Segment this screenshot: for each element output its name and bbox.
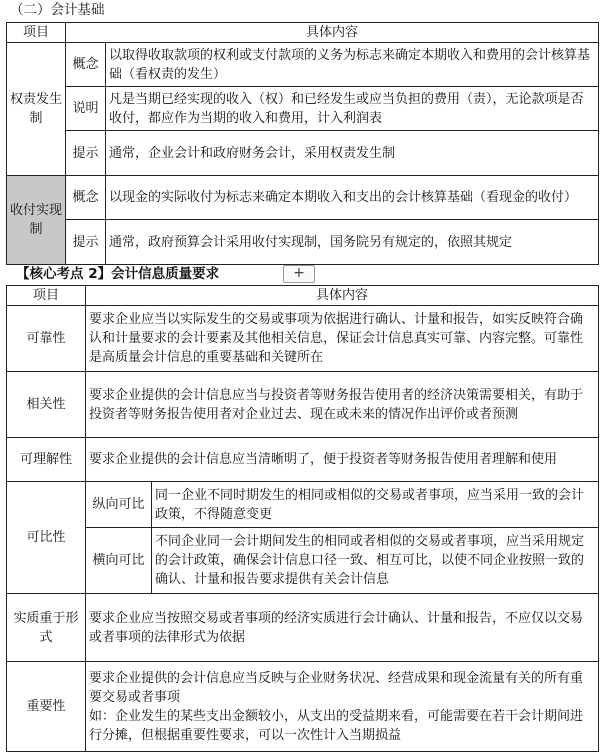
cash-basis-label: 收付实现制 — [7, 176, 66, 265]
header-content: 具体内容 — [66, 23, 599, 43]
accrual-basis-label: 权责发生制 — [7, 43, 66, 176]
table-row — [7, 131, 599, 176]
understandability-text: 要求企业提供的会计信息应当清晰明了，便于投资者等财务报告使用者理解和使用 — [86, 438, 599, 482]
accrual-concept-text: 以取得收取款项的权利或支付款项的义务为标志来确定本期收入和费用的会计核算基础（看权责的发生） — [106, 43, 599, 87]
understandability-label: 可理解性 — [7, 438, 86, 482]
materiality-cell — [86, 662, 599, 752]
relevance-label: 相关性 — [7, 372, 86, 438]
table-row — [7, 438, 599, 482]
keypoint-title: 【核心考点 2】会计信息质量要求 — [16, 266, 220, 282]
reliability-text: 要求企业应当以实际发生的交易或事项为依据进行确认、计量和报告，如实反映符合确认和计量要求的会计要素及其他相关信息，保证会计信息真实可靠、内容完整。可靠性是高质量会计信息的重要基础和关键所在 — [86, 306, 599, 372]
accrual-concept-label: 概念 — [66, 43, 106, 87]
accrual-tip-label: 提示 — [66, 131, 106, 176]
table-row — [7, 87, 599, 131]
header-content: 具体内容 — [86, 286, 599, 306]
table-row — [7, 594, 599, 662]
substance-text: 要求企业应当按照交易或者事项的经济实质进行会计确认、计量和报告，不应仅以交易或者事项的法律形式为依据 — [86, 594, 599, 662]
cash-tip-label: 提示 — [66, 220, 106, 265]
table-row — [7, 372, 599, 438]
materiality-example: 如：企业发生的某些支出金额较小，从支出的受益期来看，可能需要在若干会计期间进行分摊，但根据重要性要求，可以一次性计入当期损益 — [89, 708, 584, 743]
reliability-label: 可靠性 — [7, 306, 86, 372]
accrual-tip-text: 通常，企业会计和政府财务会计，采用权责发生制 — [106, 131, 599, 176]
comparability-label: 可比性 — [7, 482, 86, 594]
materiality-label: 重要性 — [7, 662, 86, 752]
table-row — [7, 176, 599, 220]
horizontal-compare-label: 横向可比 — [86, 528, 152, 594]
header-item: 项目 — [7, 286, 86, 306]
table-row — [7, 220, 599, 265]
table-header-row — [7, 23, 599, 43]
table-header-row — [7, 286, 599, 306]
add-button[interactable]: + — [283, 265, 315, 283]
vertical-compare-text: 同一企业不同时期发生的相同或相似的交易或者事项，应当采用一致的会计政策，不得随意变更 — [152, 482, 599, 528]
table-row — [7, 306, 599, 372]
materiality-text: 要求企业提供的会计信息应当反映与企业财务状况、经营成果和现金流量有关的所有重要交易或者事项 — [89, 670, 584, 705]
vertical-compare-label: 纵向可比 — [86, 482, 152, 528]
relevance-text: 要求企业提供的会计信息应当与投资者等财务报告使用者的经济决策需要相关，有助于投资者等财务报告使用者对企业过去、现在或未来的情况作出评价或者预测 — [86, 372, 599, 438]
cash-concept-label: 概念 — [66, 176, 106, 220]
table-row — [7, 43, 599, 87]
accrual-explain-text: 凡是当期已经实现的收入（权）和已经发生或应当负担的费用（责），无论款项是否收付，都应作为当期的收入和费用，计入利润表 — [106, 87, 599, 131]
horizontal-compare-text: 不同企业同一会计期间发生的相同或者相似的交易或者事项，应当采用规定的会计政策，确保会计信息口径一致、相互可比，以使不同企业按照一致的确认、计量和报告要求提供有关会计信息 — [152, 528, 599, 594]
cash-concept-text: 以现金的实际收付为标志来确定本期收入和支出的会计核算基础（看现金的收付） — [106, 176, 599, 220]
table-row — [7, 662, 599, 752]
section-title: （二）会计基础 — [10, 2, 105, 18]
accrual-explain-label: 说明 — [66, 87, 106, 131]
info-quality-table — [6, 285, 599, 752]
accounting-basis-table — [6, 22, 599, 265]
cash-tip-text: 通常，政府预算会计采用收付实现制，国务院另有规定的，依照其规定 — [106, 220, 599, 265]
table-row — [7, 528, 599, 594]
header-item: 项目 — [7, 23, 66, 43]
substance-label: 实质重于形式 — [7, 594, 86, 662]
table-row — [7, 482, 599, 528]
